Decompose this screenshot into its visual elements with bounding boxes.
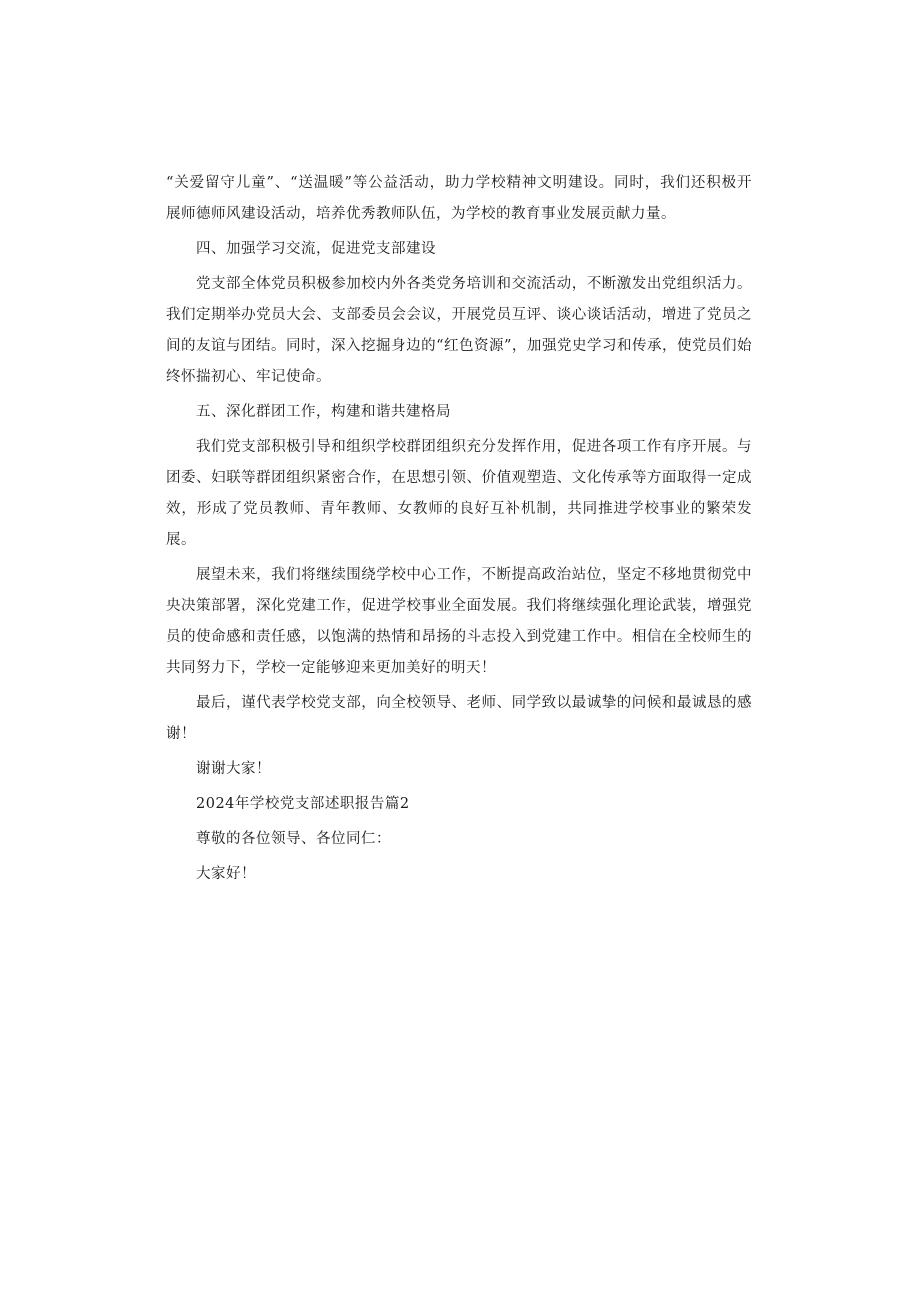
thanks-line: 谢谢大家！ (196, 761, 271, 777)
greeting-line: 大家好！ (196, 866, 256, 882)
paragraph-closing: 最后，谨代表学校党支部，向全校领导、老师、同学致以最诚挚的问候和最诚恳的感谢！ (166, 695, 752, 742)
document-page (166, 168, 752, 890)
report-title-2: 2024年学校党支部述职报告篇2 (196, 796, 410, 812)
paragraph-outlook: 展望未来，我们将继续围绕学校中心工作，不断提高政治站位，坚定不移地贯彻党中央决策部署，深化党建工作，促进学校事业全面发展。我们将继续强化理论武装，增强党员的使命感和责任感，以饱满的热情和昂扬的斗志投入到党建工作中。相信在全校师生的共同努力下，学校一定能够迎来更加美好的明天！ (166, 567, 752, 676)
salutation-line: 尊敬的各位领导、各位同仁： (196, 831, 391, 847)
paragraph-continuation: “关爱留守儿童”、“送温暖”等公益活动，助力学校精神文明建设。同时，我们还积极开展师德师风建设活动，培养优秀教师队伍，为学校的教育事业发展贡献力量。 (166, 175, 752, 222)
paragraph-section-4: 党支部全体党员积极参加校内外各类党务培训和交流活动，不断激发出党组织活力。我们定期举办党员大会、支部委员会会议，开展党员互评、谈心谈话活动，增进了党员之间的友谊与团结。同时，深入挖掘身边的“红色资源”，加强党史学习和传承，使党员们始终怀揣初心、牢记使命。 (166, 276, 752, 385)
section-heading-5: 五、深化群团工作，构建和谐共建格局 (196, 404, 451, 420)
section-heading-4: 四、加强学习交流，促进党支部建设 (196, 241, 436, 257)
paragraph-section-5: 我们党支部积极引导和组织学校群团组织充分发挥作用，促进各项工作有序开展。与团委、妇联等群团组织紧密合作，在思想引领、价值观塑造、文化传承等方面取得一定成效，形成了党员教师、青年教师、女教师的良好互补机制，共同推进学校事业的繁荣发展。 (166, 439, 752, 548)
